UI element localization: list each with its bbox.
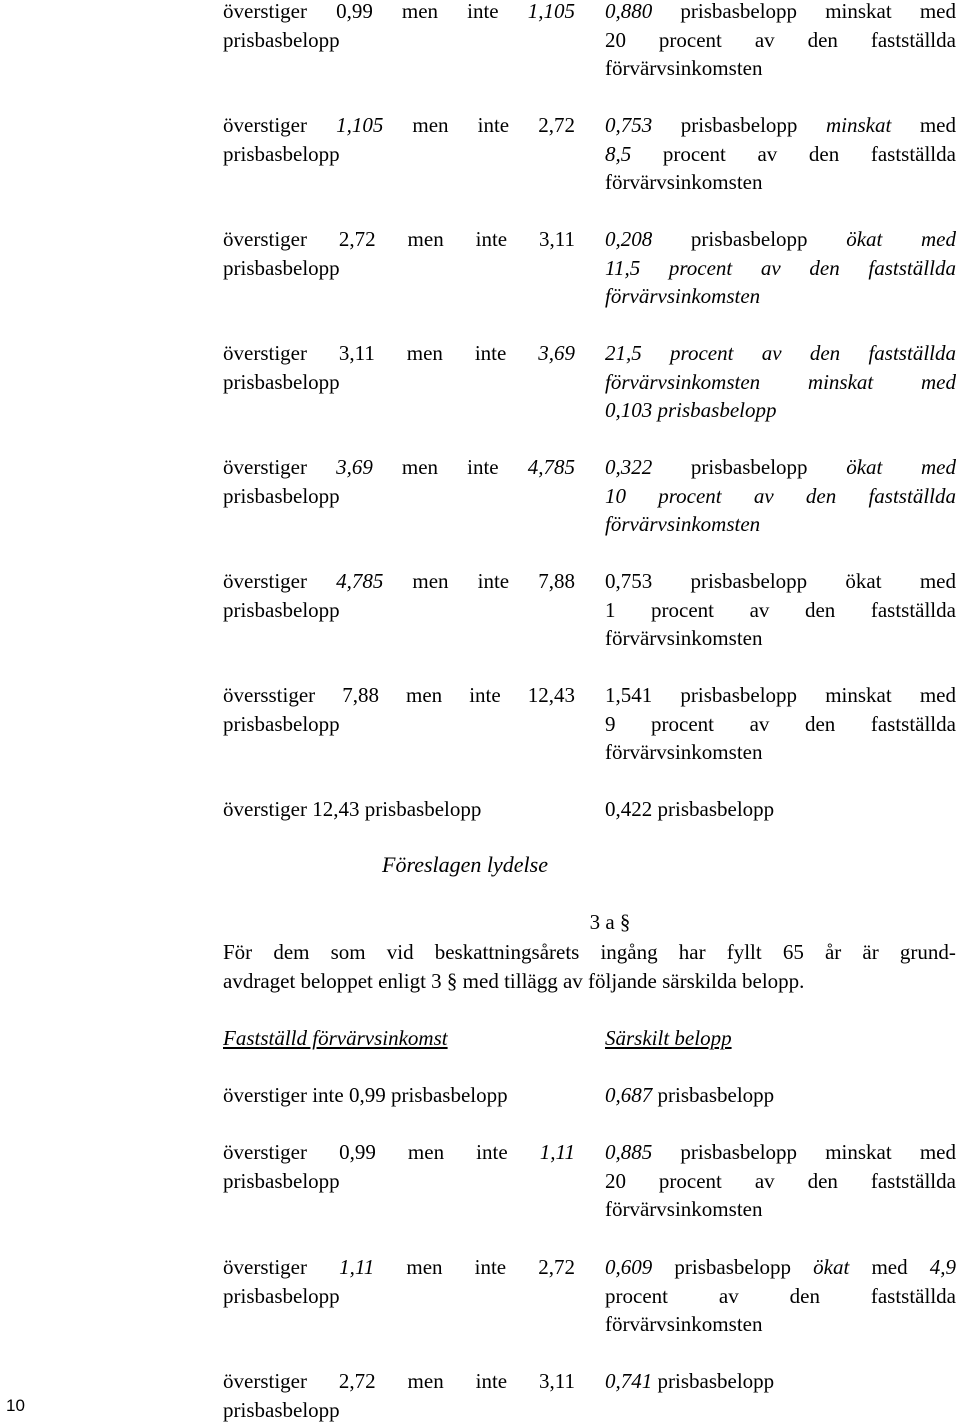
special-amount-line: förvärvsinkomsten — [605, 1312, 763, 1337]
income-bracket-line: prisbasbelopp — [223, 1397, 340, 1422]
special-amount — [605, 795, 956, 824]
income-bracket: överstiger 0,99 men inte 1,105 prisbasbelopp — [223, 0, 575, 54]
special-amount: 21,5 procent av den fastställda förvärvsinkomsten minskat med 0,103 prisbasbelopp — [605, 339, 956, 425]
income-bracket: överstiger 0,99 men inte 1,11 prisbasbelopp — [223, 1138, 575, 1195]
income-bracket-line: prisbasbelopp — [223, 255, 340, 280]
income-bracket-line: prisbasbelopp — [223, 1168, 340, 1193]
special-amount: 0,880 prisbasbelopp minskat med 20 procent av den fastställda förvärvsinkomsten — [605, 0, 956, 83]
income-bracket-line: prisbasbelopp — [223, 711, 340, 736]
intro-line-2: avdraget beloppet enligt 3 § med tillägg av följande särskilda belopp. — [223, 968, 805, 993]
special-amount-line: förvärvsinkomsten — [605, 512, 761, 537]
income-bracket-line: prisbasbelopp — [223, 597, 340, 622]
special-amount-line: förvärvsinkomsten — [605, 56, 763, 81]
col-header-income: Fastställd förvärvsinkomst — [223, 1026, 448, 1050]
section-number: 3 a § — [589, 910, 631, 934]
col-header-amount: Särskilt belopp — [605, 1026, 732, 1050]
special-amount: 0,753 prisbasbelopp ökat med 1 procent av den fastställda förvärvsinkomsten — [605, 567, 956, 653]
special-amount: 1,541 prisbasbelopp minskat med 9 procent av den fastställda förvärvsinkomsten — [605, 681, 956, 767]
income-bracket — [223, 1081, 575, 1110]
income-bracket-line: prisbasbelopp — [223, 1283, 340, 1308]
special-amount-line: förvärvsinkomsten — [605, 626, 763, 651]
section-intro — [223, 938, 956, 995]
income-bracket: översstiger 7,88 men inte 12,43 prisbasbelopp — [223, 681, 575, 738]
special-amount: 0,741 prisbasbelopp — [605, 1369, 775, 1393]
income-bracket-line: prisbasbelopp — [223, 369, 340, 394]
special-amount-line: förvärvsinkomsten — [605, 740, 763, 765]
proposed-wording-heading: Föreslagen lydelse — [382, 852, 548, 877]
income-bracket — [223, 795, 575, 824]
income-bracket: överstiger 1,11 men inte 2,72 prisbasbelopp — [223, 1253, 575, 1310]
special-amount: 0,322 prisbasbelopp ökat med 10 procent av den fastställda förvärvsinkomsten — [605, 453, 956, 539]
income-bracket-line: överstiger 12,43 prisbasbelopp — [223, 797, 482, 821]
special-amount-line: förvärvsinkomsten — [605, 170, 763, 195]
special-amount: 0,208 prisbasbelopp ökat med 11,5 procent av den fastställda förvärvsinkomsten — [605, 225, 956, 311]
special-amount: 0,753 prisbasbelopp minskat med 8,5 procent av den fastställda förvärvsinkomsten — [605, 111, 956, 197]
special-amount-line: förvärvsinkomsten — [605, 284, 761, 309]
intro-line-1: För dem som vid beskattningsårets ingång har fyllt 65 år är grund- — [223, 940, 956, 964]
income-bracket: överstiger 4,785 men inte 7,88 prisbasbelopp — [223, 567, 575, 624]
income-bracket: överstiger 3,69 men inte 4,785 prisbasbelopp — [223, 453, 575, 510]
special-amount-line: 0,422 prisbasbelopp — [605, 797, 775, 821]
income-bracket: överstiger 1,105 men inte 2,72 prisbasbelopp — [223, 111, 575, 168]
special-amount: 0,885 prisbasbelopp minskat med 20 procent av den fastställda förvärvsinkomsten — [605, 1138, 956, 1224]
income-bracket-line: prisbasbelopp — [223, 141, 340, 166]
income-bracket-line: överstiger inte 0,99 prisbasbelopp — [223, 1083, 508, 1107]
income-bracket-line: prisbasbelopp — [223, 27, 340, 52]
special-amount-line: 0,103 prisbasbelopp — [605, 398, 777, 423]
special-amount: 0,687 prisbasbelopp — [605, 1083, 775, 1107]
income-bracket: överstiger 2,72 men inte 3,11 prisbasbelopp — [223, 225, 575, 282]
page-number: 10 — [6, 1396, 25, 1415]
income-bracket-line: prisbasbelopp — [223, 483, 340, 508]
special-amount: 0,609 prisbasbelopp ökat med 4,9 procent av den fastställda förvärvsinkomsten — [605, 1253, 956, 1339]
special-amount-line: förvärvsinkomsten — [605, 1197, 763, 1222]
income-bracket: överstiger 3,11 men inte 3,69 prisbasbelopp — [223, 339, 575, 396]
income-bracket: överstiger 2,72 men inte 3,11 prisbasbelopp — [223, 1367, 575, 1424]
word: överstiger — [223, 0, 307, 23]
